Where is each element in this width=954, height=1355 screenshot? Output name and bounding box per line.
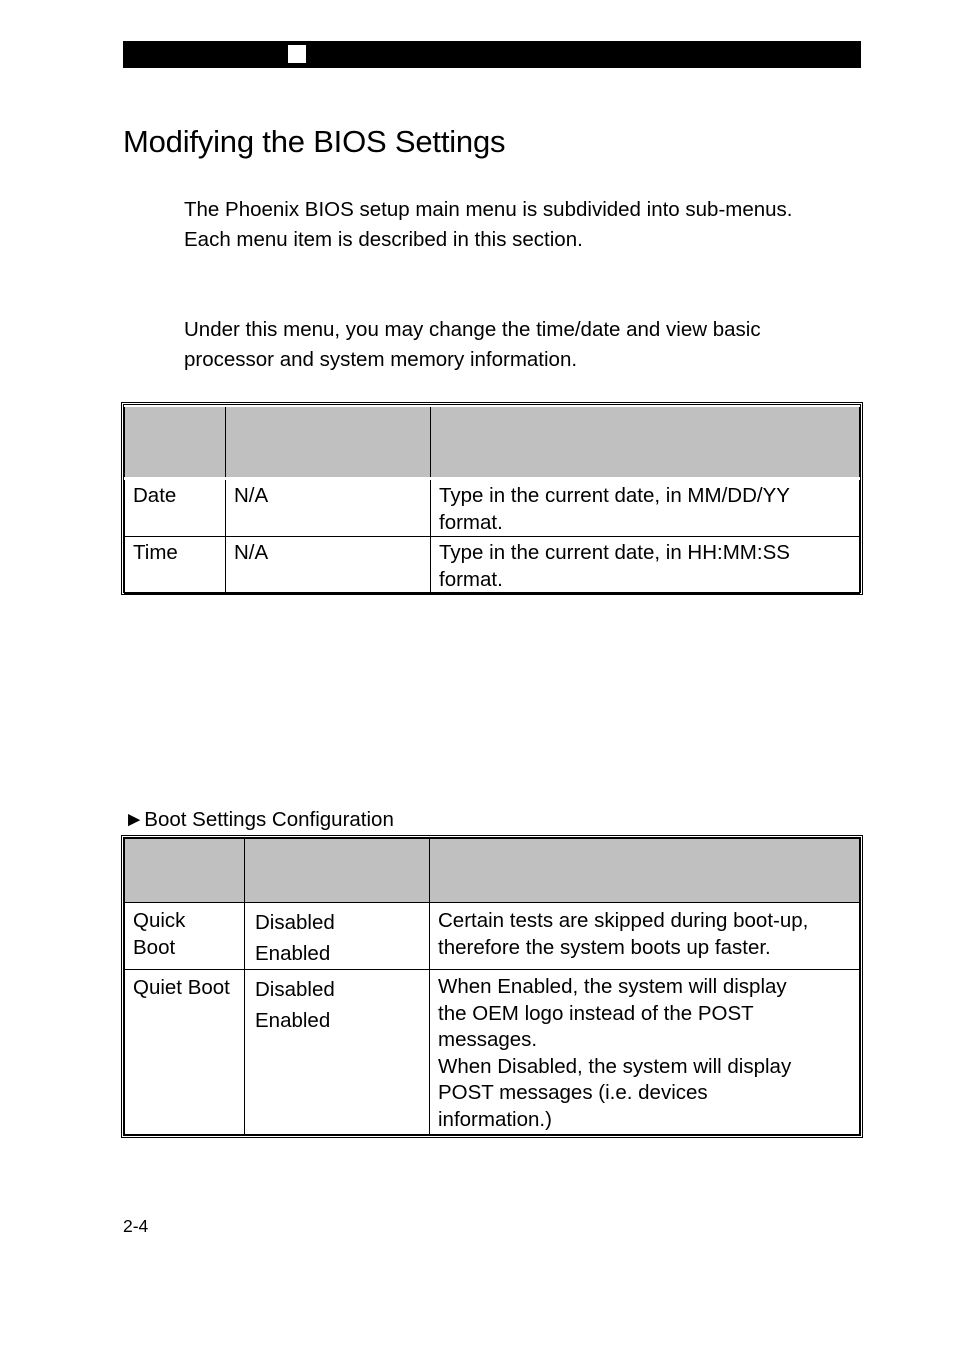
description-line: information.) <box>438 1107 552 1131</box>
description-line: When Enabled, the system will display <box>438 975 787 998</box>
intro-paragraph <box>184 195 793 255</box>
item-cell: Time <box>125 536 226 593</box>
header-cell-item <box>125 839 245 903</box>
header-cell-options <box>245 839 430 903</box>
description-cell <box>431 536 860 593</box>
option-value: Disabled <box>255 911 335 934</box>
main-menu-line-2: processor and system memory information. <box>184 348 578 371</box>
options-cell: N/A <box>226 536 431 593</box>
page-number: 2-4 <box>123 1216 149 1236</box>
description-line: format. <box>439 510 503 534</box>
intro-line-1: The Phoenix BIOS setup main menu is subdivided into sub-menus. <box>184 198 793 221</box>
options-cell <box>245 970 430 1135</box>
description-line: POST messages (i.e. devices <box>438 1081 708 1104</box>
main-menu-line-1: Under this menu, you may change the time/date and view basic <box>184 318 761 341</box>
boot-settings-table <box>121 835 863 1138</box>
table-header-row <box>125 839 860 903</box>
header-cell-options <box>226 406 431 478</box>
header-square-marker <box>288 45 306 63</box>
item-cell <box>125 903 245 970</box>
description-line: therefore the system boots up faster. <box>438 936 771 959</box>
page-title: Modifying the BIOS Settings <box>123 124 506 159</box>
table-row <box>125 970 860 1135</box>
options-cell <box>245 903 430 970</box>
option-value: Disabled <box>255 978 335 1001</box>
description-cell <box>431 478 860 536</box>
header-cell-description <box>431 406 860 478</box>
description-line: the OEM logo instead of the POST <box>438 1001 754 1025</box>
description-line: When Disabled, the system will display <box>438 1054 792 1078</box>
description-line: Type in the current date, in HH:MM:SS <box>439 540 790 564</box>
description-line: messages. <box>438 1028 538 1051</box>
option-value: Enabled <box>255 942 331 965</box>
header-bar <box>123 41 861 68</box>
options-cell: N/A <box>226 478 431 536</box>
table-header-row <box>125 406 860 478</box>
item-line: Quick <box>133 909 186 932</box>
table-row <box>125 903 860 970</box>
item-line: Boot <box>133 936 176 959</box>
item-cell: Date <box>125 478 226 536</box>
table-row <box>125 536 860 593</box>
description-cell <box>430 903 860 970</box>
table-row <box>125 478 860 536</box>
boot-settings-caption: ►Boot Settings Configuration <box>124 808 394 831</box>
main-menu-paragraph <box>184 315 761 375</box>
description-line: Certain tests are skipped during boot-up, <box>438 909 809 932</box>
header-cell-item <box>125 406 226 478</box>
description-line: Type in the current date, in MM/DD/YY <box>439 483 790 507</box>
item-cell: Quiet Boot <box>125 970 245 1135</box>
intro-line-2: Each menu item is described in this section. <box>184 228 583 251</box>
main-settings-table <box>121 402 863 595</box>
option-value: Enabled <box>255 1009 331 1032</box>
description-cell <box>430 970 860 1135</box>
description-line: format. <box>439 567 503 591</box>
header-cell-description <box>430 839 860 903</box>
